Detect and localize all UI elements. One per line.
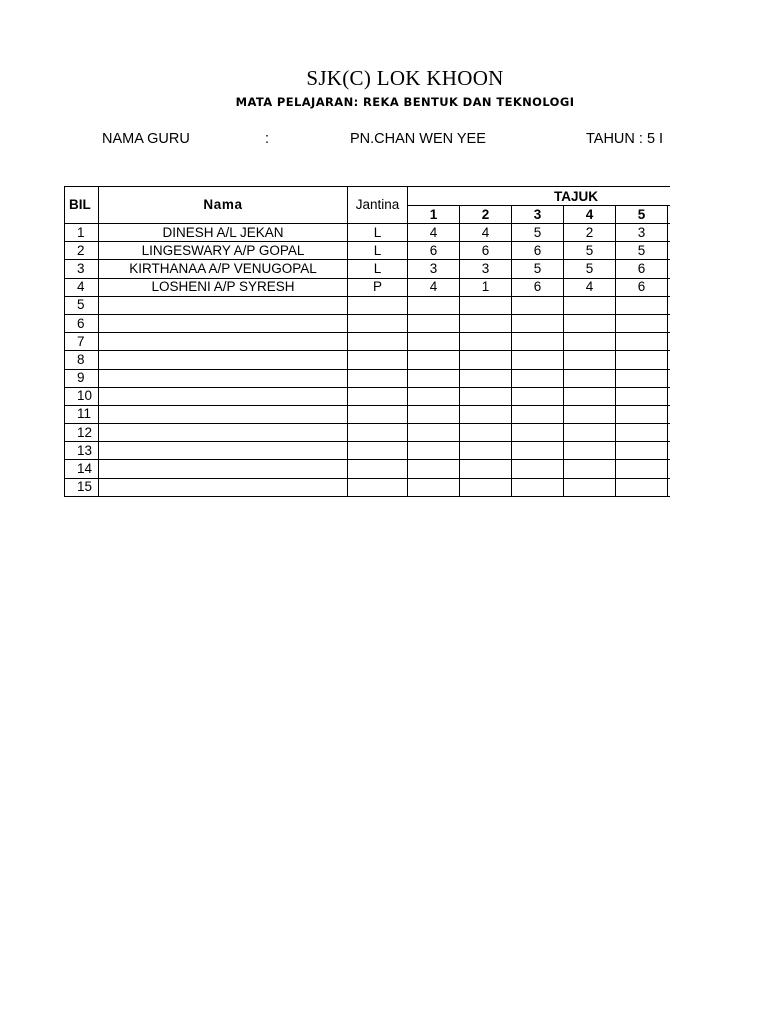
year-label: TAHUN : 5 I [586, 131, 664, 147]
row-score-clipped [668, 242, 671, 260]
row-jantina: L [348, 224, 408, 242]
row-score-1 [408, 369, 460, 387]
teacher-info-row [0, 131, 768, 151]
row-jantina [348, 296, 408, 314]
row-score-3 [512, 314, 564, 332]
table-row [65, 260, 671, 278]
row-score-3 [512, 333, 564, 351]
row-nama: LINGESWARY A/P GOPAL [99, 242, 348, 260]
row-score-3 [512, 369, 564, 387]
row-score-clipped [668, 442, 671, 460]
row-bil: 6 [65, 314, 99, 332]
row-bil: 15 [65, 478, 99, 496]
row-jantina: L [348, 260, 408, 278]
row-jantina [348, 405, 408, 423]
col-header-nama: Nama [99, 187, 348, 224]
tajuk-number: 3 [512, 206, 564, 224]
row-jantina [348, 369, 408, 387]
tajuk-number-clipped [668, 206, 671, 224]
row-score-4 [564, 369, 616, 387]
row-score-1 [408, 460, 460, 478]
row-nama: DINESH A/L JEKAN [99, 224, 348, 242]
row-jantina [348, 387, 408, 405]
row-score-5 [616, 478, 668, 496]
teacher-name: PN.CHAN WEN YEE [350, 131, 486, 147]
row-score-3 [512, 351, 564, 369]
tajuk-number: 4 [564, 206, 616, 224]
row-score-5 [616, 314, 668, 332]
row-bil: 4 [65, 278, 99, 296]
row-nama [99, 314, 348, 332]
row-score-5 [616, 405, 668, 423]
table-row [65, 442, 671, 460]
row-score-5: 3 [616, 224, 668, 242]
row-score-2 [460, 442, 512, 460]
row-score-1 [408, 351, 460, 369]
col-header-bil: BIL [65, 187, 99, 224]
row-bil: 11 [65, 405, 99, 423]
table-row [65, 424, 671, 442]
row-score-1 [408, 333, 460, 351]
row-score-2 [460, 369, 512, 387]
row-score-5: 6 [616, 278, 668, 296]
row-nama [99, 369, 348, 387]
tajuk-number: 1 [408, 206, 460, 224]
row-score-clipped [668, 424, 671, 442]
row-bil: 8 [65, 351, 99, 369]
subject-line: MATA PELAJARAN: REKA BENTUK DAN TEKNOLOGI [235, 95, 575, 109]
row-score-1 [408, 405, 460, 423]
row-score-4: 4 [564, 278, 616, 296]
row-score-5 [616, 333, 668, 351]
teacher-colon: : [265, 131, 270, 147]
row-score-3 [512, 442, 564, 460]
row-score-3 [512, 296, 564, 314]
row-score-2 [460, 314, 512, 332]
row-score-4 [564, 351, 616, 369]
table-row [65, 242, 671, 260]
row-score-clipped [668, 351, 671, 369]
table-row [65, 224, 671, 242]
row-nama: LOSHENI A/P SYRESH [99, 278, 348, 296]
row-bil: 3 [65, 260, 99, 278]
row-bil: 9 [65, 369, 99, 387]
row-score-1: 4 [408, 224, 460, 242]
row-score-5 [616, 442, 668, 460]
row-score-3: 6 [512, 278, 564, 296]
row-score-5: 6 [616, 260, 668, 278]
col-header-tajuk: TAJUK [408, 187, 671, 206]
row-nama: KIRTHANAA A/P VENUGOPAL [99, 260, 348, 278]
row-jantina [348, 314, 408, 332]
row-bil: 13 [65, 442, 99, 460]
col-header-jantina: Jantina [348, 187, 408, 224]
row-score-2 [460, 296, 512, 314]
row-score-4 [564, 460, 616, 478]
tajuk-number: 5 [616, 206, 668, 224]
table-row [65, 278, 671, 296]
row-score-3 [512, 460, 564, 478]
row-score-1 [408, 387, 460, 405]
row-score-3: 5 [512, 260, 564, 278]
row-nama [99, 442, 348, 460]
row-bil: 2 [65, 242, 99, 260]
row-score-2 [460, 387, 512, 405]
row-jantina [348, 442, 408, 460]
row-score-3: 5 [512, 224, 564, 242]
row-score-5 [616, 296, 668, 314]
row-score-1: 3 [408, 260, 460, 278]
row-score-1 [408, 424, 460, 442]
row-nama [99, 460, 348, 478]
row-score-clipped [668, 460, 671, 478]
score-table [64, 186, 670, 497]
row-score-3 [512, 405, 564, 423]
row-score-clipped [668, 387, 671, 405]
row-score-2: 1 [460, 278, 512, 296]
row-score-4 [564, 478, 616, 496]
tajuk-number: 2 [460, 206, 512, 224]
row-score-4 [564, 387, 616, 405]
table-row [65, 351, 671, 369]
row-score-2: 3 [460, 260, 512, 278]
row-score-3 [512, 387, 564, 405]
row-nama [99, 424, 348, 442]
row-score-4 [564, 314, 616, 332]
table-row [65, 405, 671, 423]
row-score-4 [564, 405, 616, 423]
row-jantina: L [348, 242, 408, 260]
year-label-clip [586, 131, 670, 151]
table-row [65, 314, 671, 332]
row-score-clipped [668, 314, 671, 332]
row-score-1 [408, 296, 460, 314]
row-score-5 [616, 424, 668, 442]
row-jantina [348, 478, 408, 496]
row-score-4 [564, 333, 616, 351]
row-bil: 5 [65, 296, 99, 314]
row-score-1: 4 [408, 278, 460, 296]
score-table-wrapper [64, 186, 670, 506]
row-score-3 [512, 478, 564, 496]
header-row-1 [65, 187, 671, 206]
row-nama [99, 387, 348, 405]
row-score-clipped [668, 369, 671, 387]
row-score-5 [616, 369, 668, 387]
row-score-clipped [668, 478, 671, 496]
table-row [65, 460, 671, 478]
table-row [65, 369, 671, 387]
row-jantina: P [348, 278, 408, 296]
row-score-5 [616, 460, 668, 478]
row-score-2 [460, 333, 512, 351]
row-score-1 [408, 442, 460, 460]
row-jantina [348, 351, 408, 369]
row-bil: 12 [65, 424, 99, 442]
row-nama [99, 296, 348, 314]
row-score-4: 5 [564, 260, 616, 278]
table-row [65, 387, 671, 405]
row-score-2: 6 [460, 242, 512, 260]
row-score-5: 5 [616, 242, 668, 260]
row-jantina [348, 460, 408, 478]
row-score-3: 6 [512, 242, 564, 260]
row-score-clipped [668, 224, 671, 242]
row-jantina [348, 333, 408, 351]
row-score-2 [460, 460, 512, 478]
row-nama [99, 405, 348, 423]
row-score-1 [408, 314, 460, 332]
row-score-2 [460, 424, 512, 442]
row-nama [99, 478, 348, 496]
row-score-1: 6 [408, 242, 460, 260]
row-score-2: 4 [460, 224, 512, 242]
row-score-4 [564, 442, 616, 460]
row-bil: 1 [65, 224, 99, 242]
row-score-2 [460, 478, 512, 496]
table-row [65, 296, 671, 314]
row-score-5 [616, 387, 668, 405]
row-score-1 [408, 478, 460, 496]
row-bil: 10 [65, 387, 99, 405]
row-score-4 [564, 424, 616, 442]
row-score-clipped [668, 296, 671, 314]
row-score-5 [616, 351, 668, 369]
row-score-4: 2 [564, 224, 616, 242]
row-score-clipped [668, 260, 671, 278]
table-row [65, 478, 671, 496]
row-score-2 [460, 351, 512, 369]
teacher-label: NAMA GURU [102, 131, 190, 147]
row-score-clipped [668, 278, 671, 296]
row-score-3 [512, 424, 564, 442]
row-bil: 14 [65, 460, 99, 478]
row-score-clipped [668, 333, 671, 351]
row-nama [99, 333, 348, 351]
row-score-4: 5 [564, 242, 616, 260]
row-bil: 7 [65, 333, 99, 351]
row-score-2 [460, 405, 512, 423]
row-score-clipped [668, 405, 671, 423]
row-jantina [348, 424, 408, 442]
school-title: SJK(C) LOK KHOON [306, 66, 504, 90]
table-row [65, 333, 671, 351]
row-nama [99, 351, 348, 369]
row-score-4 [564, 296, 616, 314]
